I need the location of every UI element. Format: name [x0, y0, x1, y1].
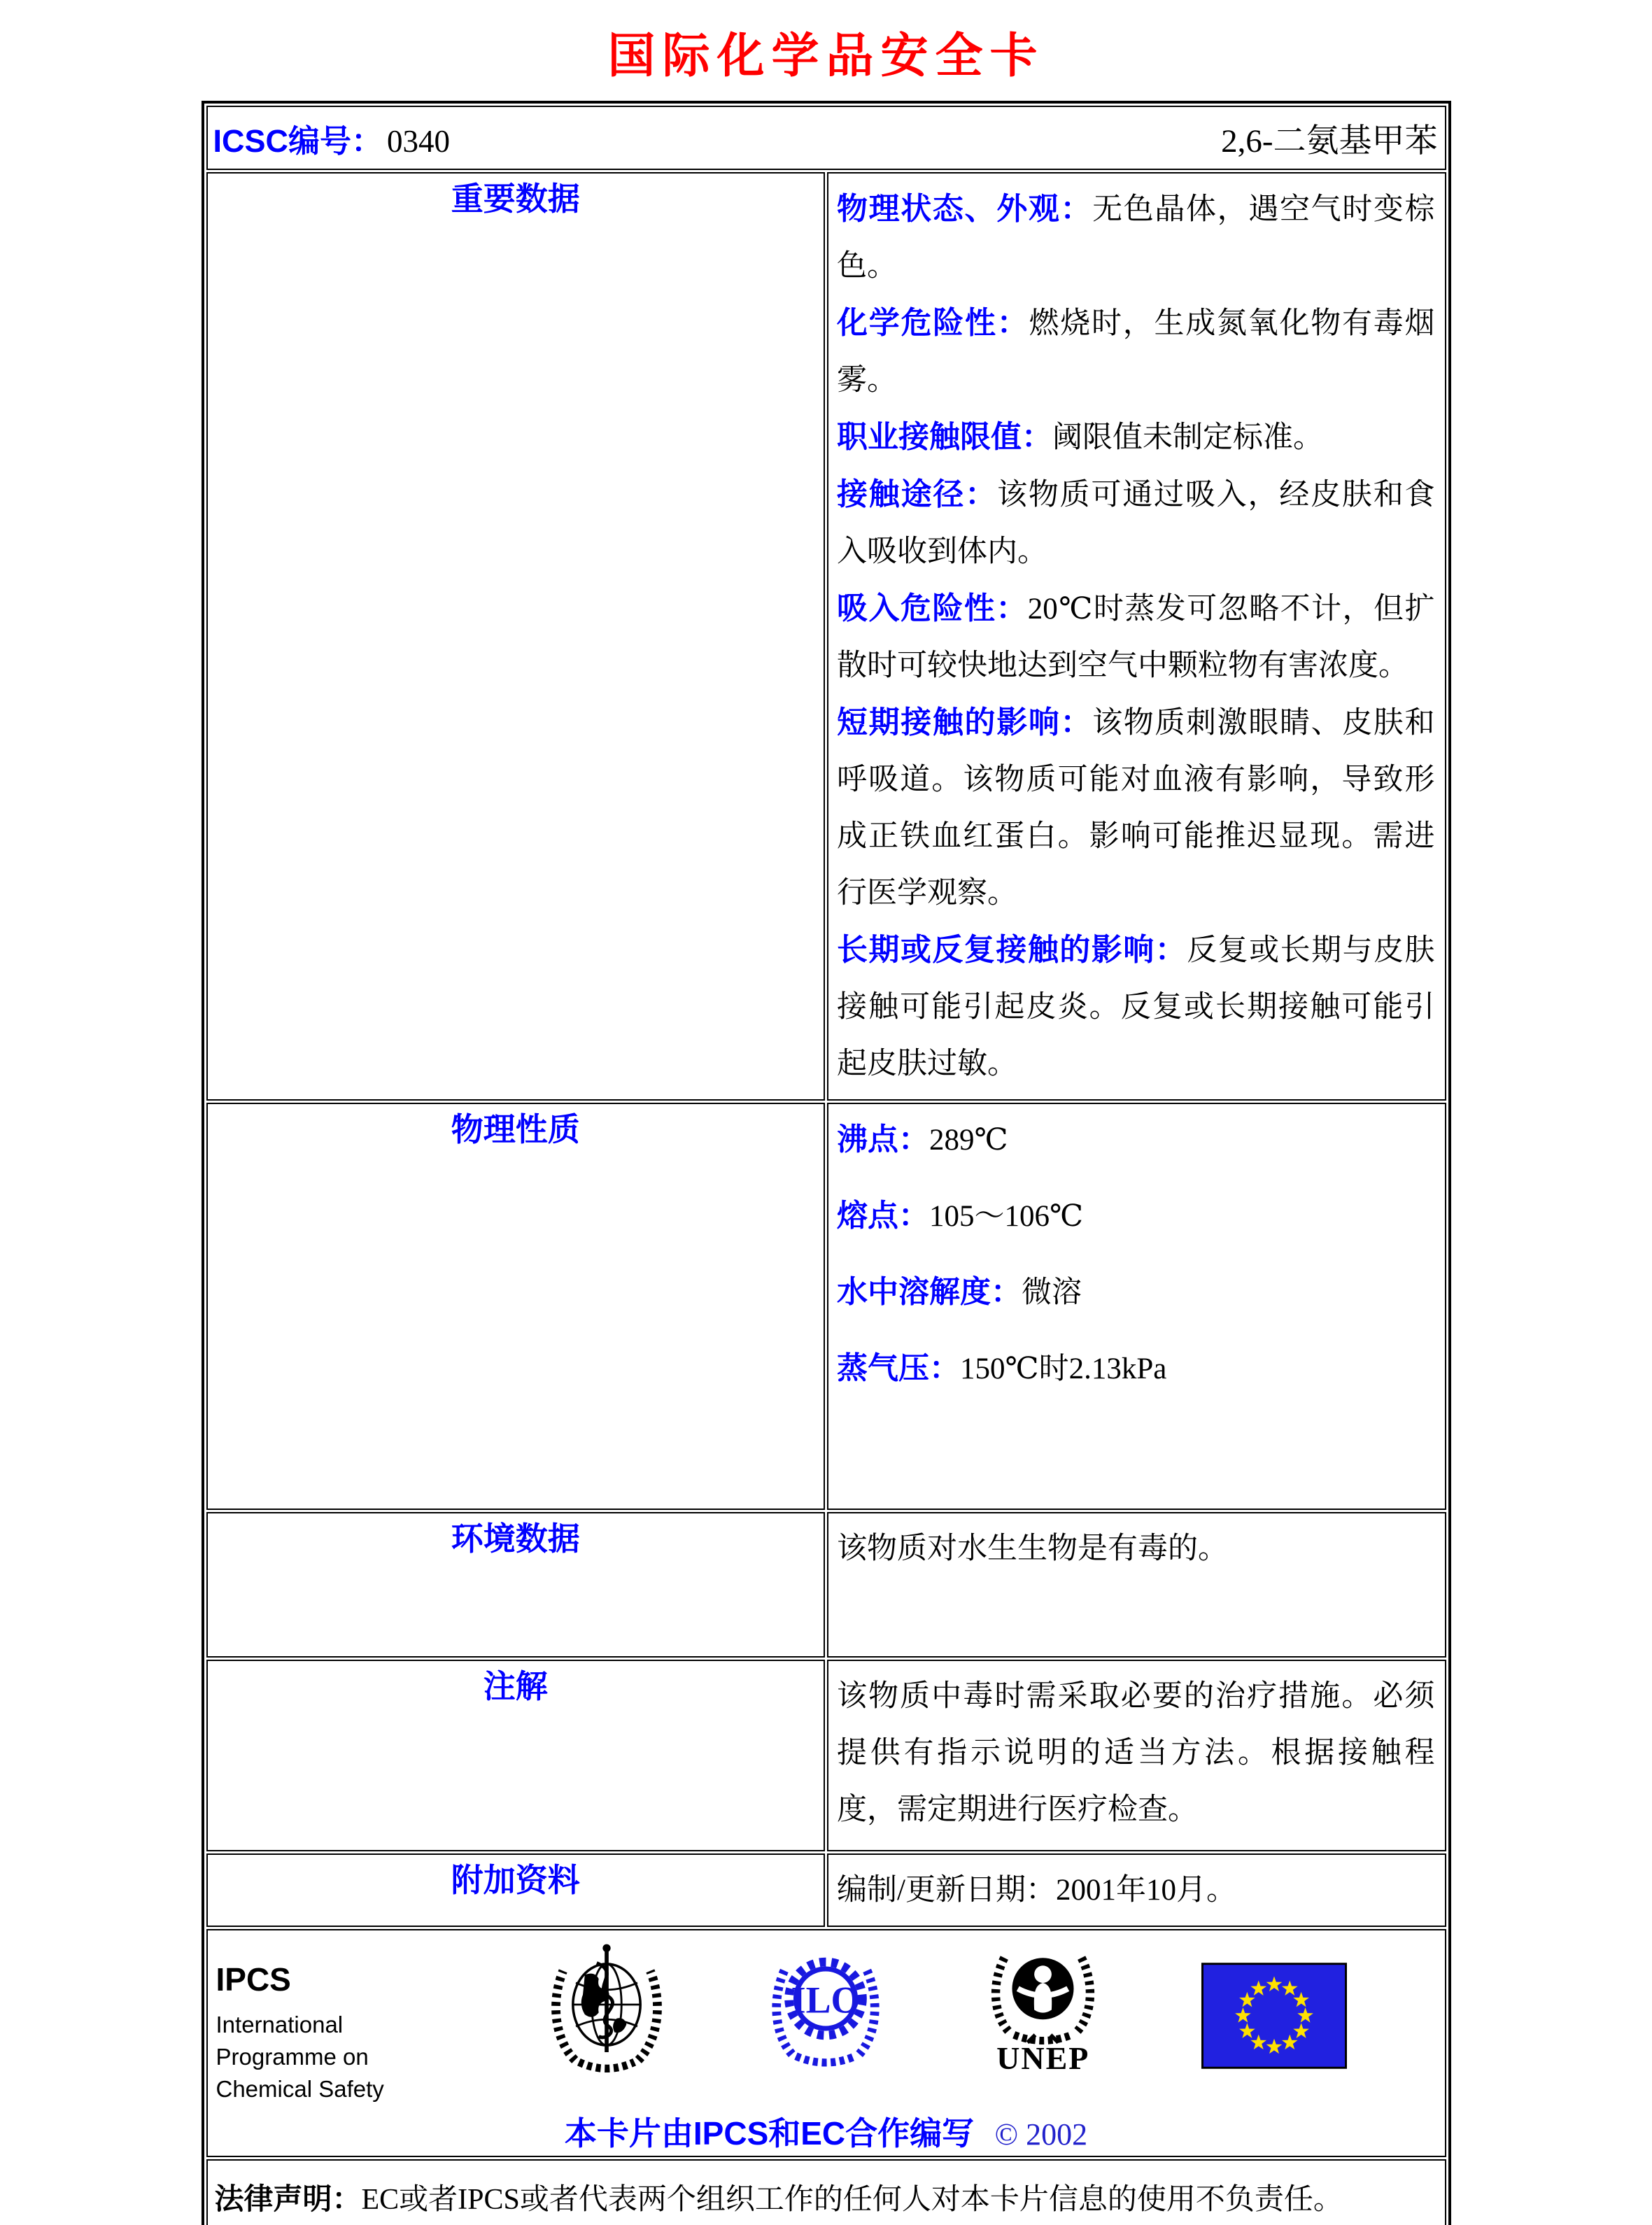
unep-label: UNEP	[996, 2040, 1090, 2076]
section-label-environment: 环境数据	[451, 1520, 580, 1557]
important-data-row	[206, 172, 1446, 1101]
field-label: 物理状态、外观：	[837, 192, 1093, 226]
legal-text: EC或者IPCS或者代表两个组织工作的任何人对本卡片信息的使用不负责任。	[361, 2184, 1343, 2216]
physical-properties-content	[828, 1104, 1445, 1509]
field-label: 化学危险性：	[837, 306, 1029, 340]
field-value: 无色晶体，遇空气时变棕色。	[837, 193, 1435, 283]
field-label: 吸入危险性：	[837, 591, 1028, 626]
field-row	[837, 1111, 1435, 1168]
notes-row	[206, 1660, 1446, 1851]
field-row	[837, 1340, 1435, 1397]
environmental-data-row	[206, 1512, 1446, 1658]
icsc-number-group	[213, 115, 451, 161]
section-label-additional: 附加资料	[451, 1862, 580, 1898]
field-value: 289℃	[929, 1124, 1008, 1157]
additional-info-content: 编制/更新日期：2001年10月。	[837, 1874, 1236, 1907]
notes-content: 该物质中毒时需采取必要的治疗措施。必须提供有指示说明的适当方法。根据接触程度，需定期进行医疗检查。	[837, 1680, 1435, 1826]
physical-properties-row	[206, 1103, 1446, 1510]
legal-label: 法律声明：	[214, 2182, 362, 2215]
footer-row	[206, 1929, 1446, 2157]
field-label: 沸点：	[837, 1122, 929, 1157]
caption-text: 本卡片由IPCS和EC合作编写	[564, 2115, 975, 2152]
footer-caption	[208, 2112, 1445, 2156]
unep-logo	[985, 1935, 1101, 2075]
who-logo	[547, 1935, 666, 2075]
important-data-content	[828, 174, 1445, 1099]
copyright-text: © 2002	[994, 2117, 1088, 2152]
header-row	[206, 106, 1446, 170]
field-label: 接触途径：	[837, 477, 998, 511]
field-row	[837, 1264, 1435, 1321]
page-title: 国际化学品安全卡	[607, 29, 1045, 83]
eu-flag	[1201, 1935, 1347, 2069]
field-label: 水中溶解度：	[837, 1275, 1022, 1309]
icsc-number-value: 0340	[387, 123, 451, 159]
legal-row	[206, 2159, 1446, 2225]
field-row	[837, 1187, 1435, 1245]
additional-info-row	[206, 1853, 1446, 1927]
field-label: 长期或反复接触的影响：	[837, 933, 1187, 967]
ipcs-line: Chemical Safety	[216, 2076, 384, 2102]
chemical-name: 2,6-二氨基甲苯	[1221, 122, 1438, 160]
field-value: 105～106℃	[929, 1200, 1084, 1233]
field-value: 燃烧时，生成氮氧化物有毒烟雾。	[837, 307, 1435, 397]
section-label-important: 重要数据	[451, 181, 580, 217]
field-value: 20℃时蒸发可忽略不计，但扩散时可较快地达到空气中颗粒物有害浓度。	[837, 593, 1435, 682]
field-label: 蒸气压：	[837, 1351, 960, 1385]
ipcs-line: Programme on	[216, 2044, 369, 2070]
field-value: 反复或长期与皮肤接触可能引起皮炎。反复或长期接触可能引起皮肤过敏。	[837, 934, 1435, 1080]
ipcs-text-block	[216, 1935, 447, 2105]
legal-notice	[208, 2161, 1445, 2225]
icsc-number-label: ICSC编号：	[213, 122, 383, 159]
field-label: 职业接触限值：	[837, 420, 1052, 454]
icsc-card-table	[202, 101, 1451, 2225]
field-label: 熔点：	[837, 1199, 929, 1233]
section-label-notes: 注解	[483, 1668, 548, 1704]
section-label-physical: 物理性质	[451, 1111, 580, 1147]
ilo-letters: ILO	[791, 1979, 861, 2021]
field-value: 该物质刺激眼睛、皮肤和呼吸道。该物质可能对血液有影响，导致形成正铁血红蛋白。影响可能推迟显现。需进行医学观察。	[837, 707, 1435, 910]
ipcs-line: International	[216, 2012, 344, 2037]
environmental-data-content: 该物质对水生生物是有毒的。	[837, 1532, 1228, 1565]
field-value: 阈限值未制定标准。	[1052, 421, 1323, 454]
field-label: 短期接触的影响：	[837, 705, 1093, 740]
field-value: 该物质可通过吸入，经皮肤和食入吸收到体内。	[837, 479, 1435, 568]
field-value: 150℃时2.13kPa	[960, 1352, 1167, 1385]
field-value: 微溶	[1022, 1276, 1082, 1309]
ipcs-title: IPCS	[216, 1961, 291, 1998]
ilo-logo	[766, 1935, 885, 2075]
